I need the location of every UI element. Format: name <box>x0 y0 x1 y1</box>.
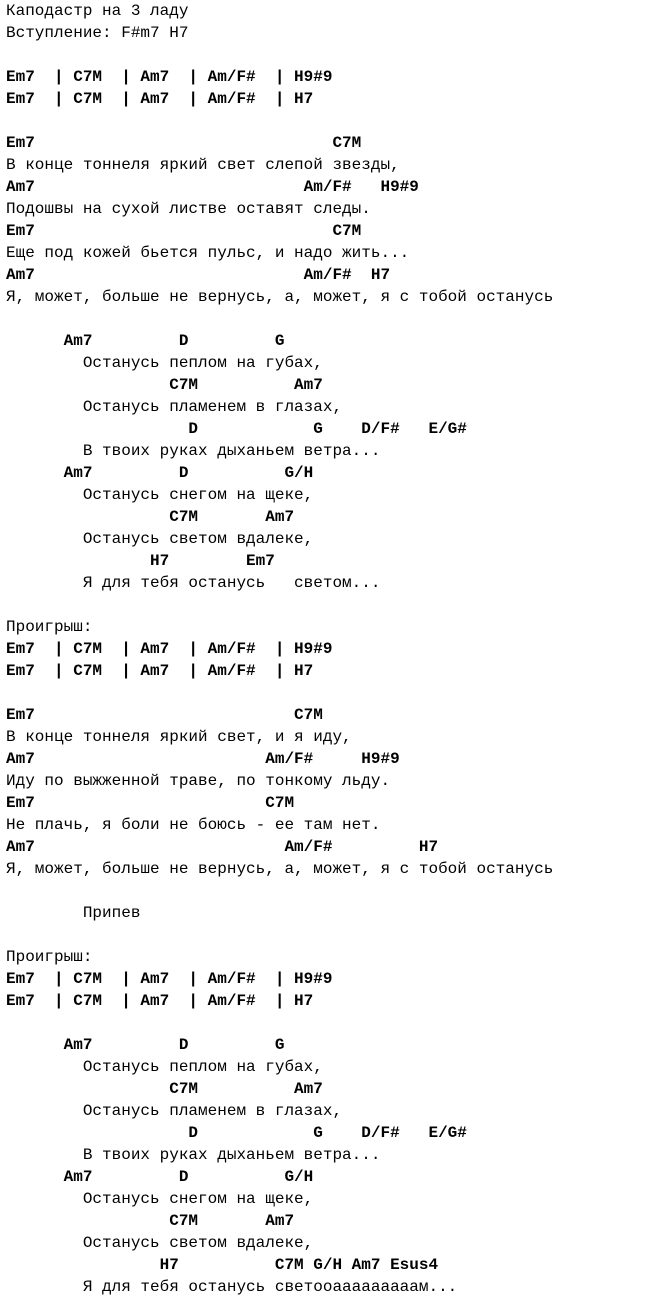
chord-line: Em7 | C7M | Am7 | Am/F# | H9#9 <box>6 68 333 86</box>
lyric-line: Проигрыш: <box>6 948 93 966</box>
chord-line: Em7 C7M <box>6 134 362 152</box>
chord-line: Em7 C7M <box>6 706 323 724</box>
lyric-line: В конце тоннеля яркий свет слепой звезды, <box>6 156 400 174</box>
lyric-line: Останусь пламенем в глазах, <box>6 1102 343 1120</box>
lyric-line: Останусь пламенем в глазах, <box>6 398 343 416</box>
chord-line: Em7 | C7M | Am7 | Am/F# | H7 <box>6 662 314 680</box>
chord-line: Em7 | C7M | Am7 | Am/F# | H9#9 <box>6 640 333 658</box>
chord-line: Em7 C7M <box>6 794 295 812</box>
lyric-line: Еще под кожей бьется пульс, и надо жить... <box>6 244 410 262</box>
lyric-line: Припев <box>6 904 141 922</box>
chord-line: Am7 D G <box>6 1036 285 1054</box>
lyric-line: Останусь снегом на щеке, <box>6 1190 314 1208</box>
lyric-line: Останусь снегом на щеке, <box>6 486 314 504</box>
lyric-line: Я для тебя останусь светооааааааааам... <box>6 1278 458 1296</box>
lyric-line: Проигрыш: <box>6 618 93 636</box>
lyric-line: Останусь пеплом на губах, <box>6 1058 323 1076</box>
chord-line: Am7 D G/H <box>6 464 314 482</box>
lyric-line: Останусь пеплом на губах, <box>6 354 323 372</box>
lyric-line: Вступление: F#m7 H7 <box>6 24 189 42</box>
chord-line: C7M Am7 <box>6 508 295 526</box>
lyric-line: Я, может, больше не вернусь, а, может, я с тобой останусь <box>6 288 554 306</box>
lyric-line: Каподастр на 3 ладу <box>6 2 189 20</box>
chord-line: D G D/F# E/G# <box>6 1124 467 1142</box>
chord-line: Am7 Am/F# H7 <box>6 838 439 856</box>
chord-line: D G D/F# E/G# <box>6 420 467 438</box>
chord-line: Em7 C7M <box>6 222 362 240</box>
chord-line: Em7 | C7M | Am7 | Am/F# | H9#9 <box>6 970 333 988</box>
chord-line: C7M Am7 <box>6 1080 323 1098</box>
chord-line: Am7 Am/F# H9#9 <box>6 178 419 196</box>
chord-line: Am7 Am/F# H7 <box>6 266 391 284</box>
lyric-line: Я, может, больше не вернусь, а, может, я с тобой останусь <box>6 860 554 878</box>
chord-line: Am7 D G <box>6 332 285 350</box>
lyric-line: Иду по выжженной траве, по тонкому льду. <box>6 772 391 790</box>
chord-line: H7 Em7 <box>6 552 275 570</box>
lyric-line: В твоих руках дыханьем ветра... <box>6 1146 381 1164</box>
chord-line: H7 C7M G/H Am7 Esus4 <box>6 1256 439 1274</box>
lyric-line: Я для тебя останусь светом... <box>6 574 381 592</box>
chord-line: Am7 Am/F# H9#9 <box>6 750 400 768</box>
chord-line: C7M Am7 <box>6 376 323 394</box>
lyric-line: В конце тоннеля яркий свет, и я иду, <box>6 728 352 746</box>
lyric-line: В твоих руках дыханьем ветра... <box>6 442 381 460</box>
chord-line: Em7 | C7M | Am7 | Am/F# | H7 <box>6 90 314 108</box>
lyric-line: Останусь светом вдалеке, <box>6 1234 314 1252</box>
lyric-line: Останусь светом вдалеке, <box>6 530 314 548</box>
lyric-line: Подошвы на сухой листве оставят следы. <box>6 200 371 218</box>
lyric-line: Не плачь, я боли не боюсь - ее там нет. <box>6 816 381 834</box>
chord-line: C7M Am7 <box>6 1212 295 1230</box>
chord-line: Em7 | C7M | Am7 | Am/F# | H7 <box>6 992 314 1010</box>
chord-line: Am7 D G/H <box>6 1168 314 1186</box>
